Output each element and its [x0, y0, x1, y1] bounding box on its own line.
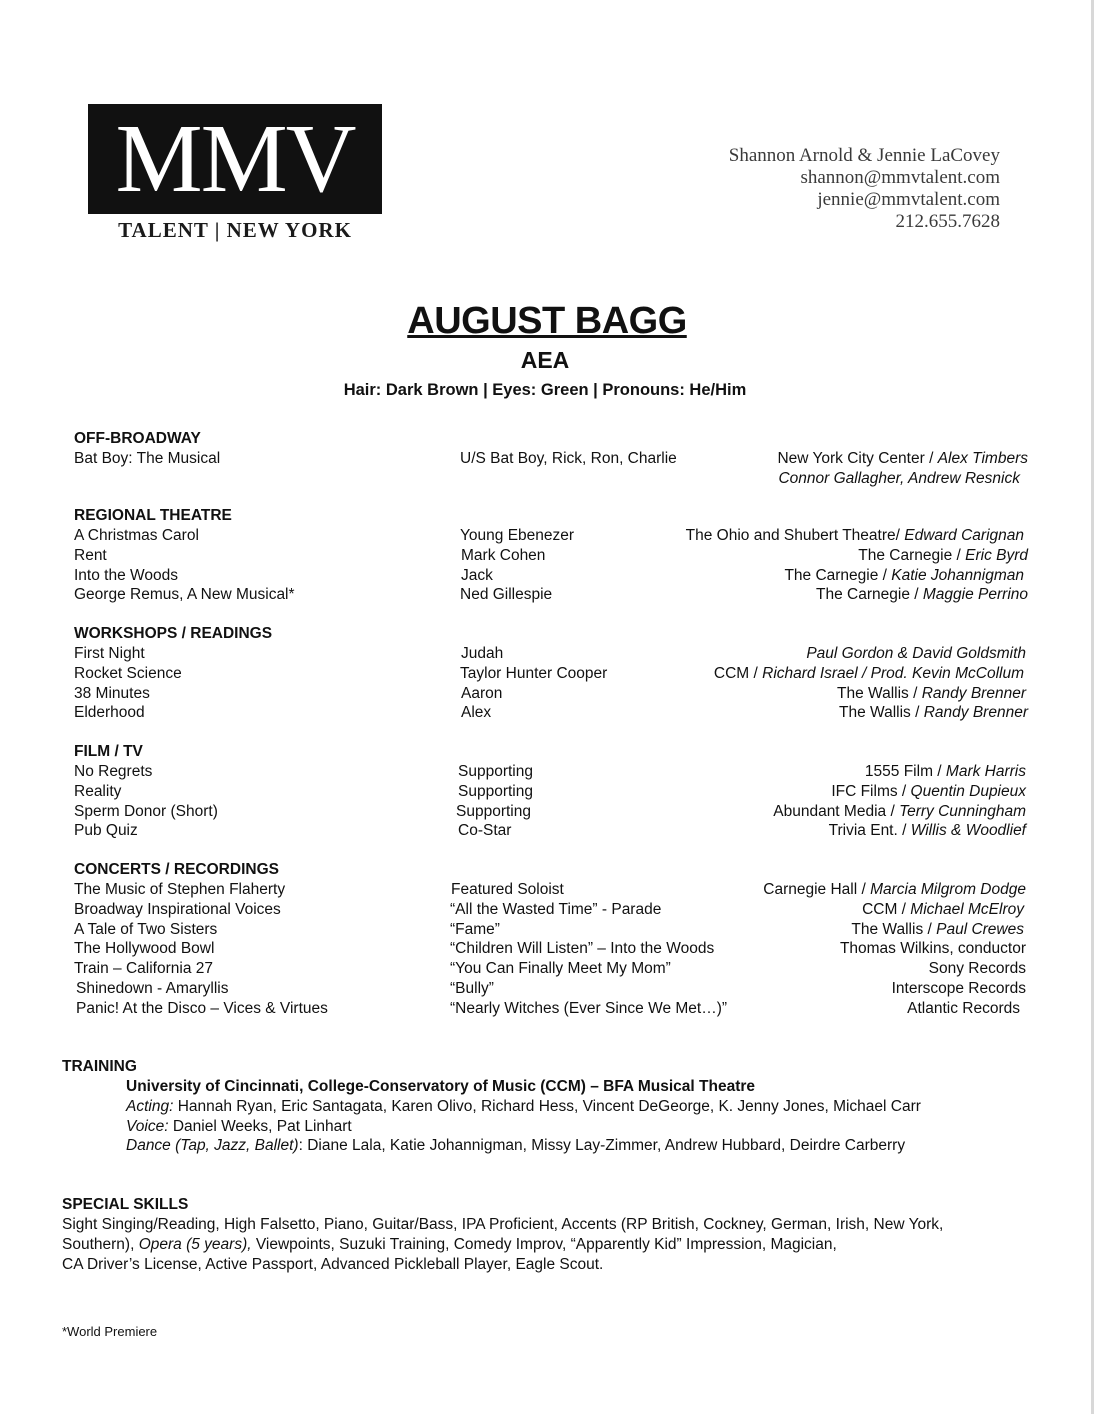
credit-venue: The Wallis / Paul Crewes	[851, 920, 1024, 938]
credit-row	[74, 526, 1028, 546]
credit-venue: 1555 Film / Mark Harris	[864, 763, 1026, 780]
credit-show: First Night	[74, 645, 145, 662]
section-title: WORKSHOPS / READINGS	[74, 625, 273, 642]
credit-show: Bat Boy: The Musical	[74, 450, 221, 467]
credit-row	[74, 585, 1028, 605]
skills-line: CA Driver’s License, Active Passport, Advanced Pickleball Player, Eagle Scout.	[62, 1255, 604, 1273]
training-voice: Voice: Daniel Weeks, Pat Linhart	[126, 1117, 352, 1135]
skills-line: Southern), Opera (5 years), Viewpoints, Suzuki Training, Comedy Improv, “Apparently Kid” Impression, Magician,	[62, 1235, 837, 1253]
credit-row	[74, 664, 1028, 684]
section-title: OFF-BROADWAY	[74, 430, 201, 447]
section-off-broadway	[74, 429, 1028, 489]
credit-venue: The Wallis / Randy Brenner	[837, 684, 1026, 702]
credit-role: Ned Gillespie	[460, 586, 553, 604]
credit-venue: Abundant Media / Terry Cunningham	[773, 802, 1026, 820]
agent-email-1[interactable]: shannon@mmvtalent.com	[800, 167, 1000, 188]
credit-row	[74, 684, 1028, 704]
credit-venue: Sony Records	[928, 960, 1026, 978]
skills-line: Sight Singing/Reading, High Falsetto, Piano, Guitar/Bass, IPA Proficient, Accents (RP British, Cockney, German, Irish, New York,	[62, 1216, 944, 1233]
training-acting: Acting: Hannah Ryan, Eric Santagata, Karen Olivo, Richard Hess, Vincent DeGeorge, K. Jenny Jones, Michael Carr	[126, 1097, 921, 1115]
credit-role: “Children Will Listen” – Into the Woods	[450, 940, 715, 958]
section-training	[62, 1057, 1022, 1156]
section-film-tv	[74, 742, 1028, 841]
credit-show: No Regrets	[74, 763, 153, 780]
credit-venue: CCM / Richard Israel / Prod. Kevin McCollum	[713, 664, 1024, 682]
credit-venue: The Carnegie / Eric Byrd	[858, 546, 1028, 564]
credit-show: Shinedown - Amaryllis	[76, 979, 229, 997]
credit-show: The Music of Stephen Flaherty	[74, 881, 286, 898]
logo-subtitle: TALENT | NEW YORK	[118, 218, 352, 242]
credit-row	[74, 644, 1028, 664]
credit-row	[74, 703, 1028, 723]
agent-phone: 212.655.7628	[895, 211, 1000, 232]
credit-role: Taylor Hunter Cooper	[460, 664, 608, 682]
credit-row	[74, 449, 1028, 469]
credit-venue: CCM / Michael McElroy	[862, 900, 1024, 918]
credit-row	[74, 566, 1028, 586]
credit-row-continuation	[74, 469, 1028, 489]
credit-row	[74, 880, 1028, 900]
credit-role: Supporting	[456, 802, 531, 820]
credit-role: Supporting	[458, 763, 533, 780]
credit-show: Into the Woods	[74, 566, 178, 584]
credit-row	[74, 900, 1028, 920]
agency-logo	[88, 104, 382, 243]
credit-show: 38 Minutes	[74, 684, 150, 702]
credit-row	[74, 939, 1028, 959]
credit-row	[74, 979, 1028, 999]
credit-role: Young Ebenezer	[460, 527, 575, 544]
credit-role: “Fame”	[450, 920, 500, 938]
performer-stats: Hair: Dark Brown | Eyes: Green | Pronouns: He/Him	[343, 381, 747, 399]
credit-role: Aaron	[461, 684, 503, 702]
credit-venue: IFC Films / Quentin Dupieux	[831, 782, 1026, 800]
training-dance: Dance (Tap, Jazz, Ballet): Diane Lala, Katie Johannigman, Missy Lay-Zimmer, Andrew Hubbard, Deirdre Carberry	[126, 1137, 906, 1155]
credit-show: Sperm Donor (Short)	[74, 802, 218, 820]
section-title: TRAINING	[62, 1058, 137, 1075]
credit-role: “Bully”	[450, 979, 494, 997]
credit-role: “You Can Finally Meet My Mom”	[450, 960, 671, 978]
credit-role: Featured Soloist	[451, 881, 564, 898]
skills-text	[62, 1215, 1022, 1274]
credit-role: Jack	[461, 566, 493, 584]
credit-venue: Paul Gordon & David Goldsmith	[806, 645, 1026, 662]
credit-show: Broadway Inspirational Voices	[74, 900, 281, 918]
credit-venue: The Ohio and Shubert Theatre/ Edward Carignan	[685, 527, 1024, 544]
credit-role: Co-Star	[458, 822, 512, 840]
section-concerts-recordings	[74, 860, 1028, 1019]
credit-show: Reality	[74, 782, 122, 800]
agency-contact	[729, 145, 1000, 233]
credit-row	[74, 959, 1028, 979]
training-school: University of Cincinnati, College-Conservatory of Music (CCM) – BFA Musical Theatre	[126, 1078, 756, 1095]
credit-show: A Christmas Carol	[74, 527, 199, 544]
agent-email-2[interactable]: jennie@mmvtalent.com	[817, 189, 1000, 210]
credit-row	[74, 920, 1028, 940]
credit-venue: Trivia Ent. / Willis & Woodlief	[828, 822, 1026, 840]
credit-show: The Hollywood Bowl	[74, 940, 215, 958]
credit-row	[74, 546, 1028, 566]
section-title: CONCERTS / RECORDINGS	[74, 861, 279, 878]
credit-role: “Nearly Witches (Ever Since We Met…)”	[450, 999, 728, 1017]
union-status: AEA	[520, 347, 570, 373]
section-title: FILM / TV	[74, 743, 143, 760]
credit-show: Panic! At the Disco – Vices & Virtues	[76, 999, 328, 1017]
credit-row	[74, 782, 1028, 802]
credit-show: A Tale of Two Sisters	[74, 920, 218, 938]
footnote: *World Premiere	[62, 1324, 158, 1339]
credit-venue: Thomas Wilkins, conductor	[839, 940, 1026, 958]
credit-venue: The Carnegie / Katie Johannigman	[784, 566, 1024, 584]
section-title: REGIONAL THEATRE	[74, 507, 232, 524]
credit-show: George Remus, A New Musical*	[74, 586, 295, 604]
section-workshops-readings	[74, 624, 1028, 723]
credit-row	[74, 999, 1028, 1019]
credit-role: Alex	[461, 704, 492, 722]
credit-venue: The Carnegie / Maggie Perrino	[816, 586, 1028, 604]
logo-mark: MMV	[88, 104, 382, 214]
credit-venue: New York City Center / Alex Timbers	[777, 450, 1028, 467]
credit-role: Mark Cohen	[461, 546, 546, 564]
section-regional-theatre	[74, 506, 1028, 605]
credit-role: Judah	[461, 645, 504, 662]
credit-show: Rent	[74, 546, 107, 564]
credit-show: Pub Quiz	[74, 822, 138, 840]
credit-venue: Atlantic Records	[907, 999, 1020, 1017]
credit-role: “All the Wasted Time” - Parade	[450, 900, 662, 918]
credit-venue: The Wallis / Randy Brenner	[839, 704, 1028, 722]
credit-director-continued: Connor Gallagher, Andrew Resnick	[778, 469, 1020, 487]
credit-venue: Carnegie Hall / Marcia Milgrom Dodge	[763, 881, 1026, 898]
section-title: SPECIAL SKILLS	[62, 1196, 189, 1213]
credit-row	[74, 802, 1028, 822]
credit-show: Elderhood	[74, 704, 145, 722]
credit-show: Train – California 27	[74, 960, 213, 978]
performer-name: AUGUST BAGG	[407, 300, 687, 342]
agent-names: Shannon Arnold & Jennie LaCovey	[728, 145, 1000, 166]
section-special-skills	[62, 1195, 1022, 1274]
credit-venue: Interscope Records	[891, 979, 1026, 997]
credit-show: Rocket Science	[74, 664, 182, 682]
credit-row	[74, 821, 1028, 841]
credit-role: U/S Bat Boy, Rick, Ron, Charlie	[460, 450, 677, 467]
credit-row	[74, 762, 1028, 782]
credit-role: Supporting	[458, 782, 533, 800]
